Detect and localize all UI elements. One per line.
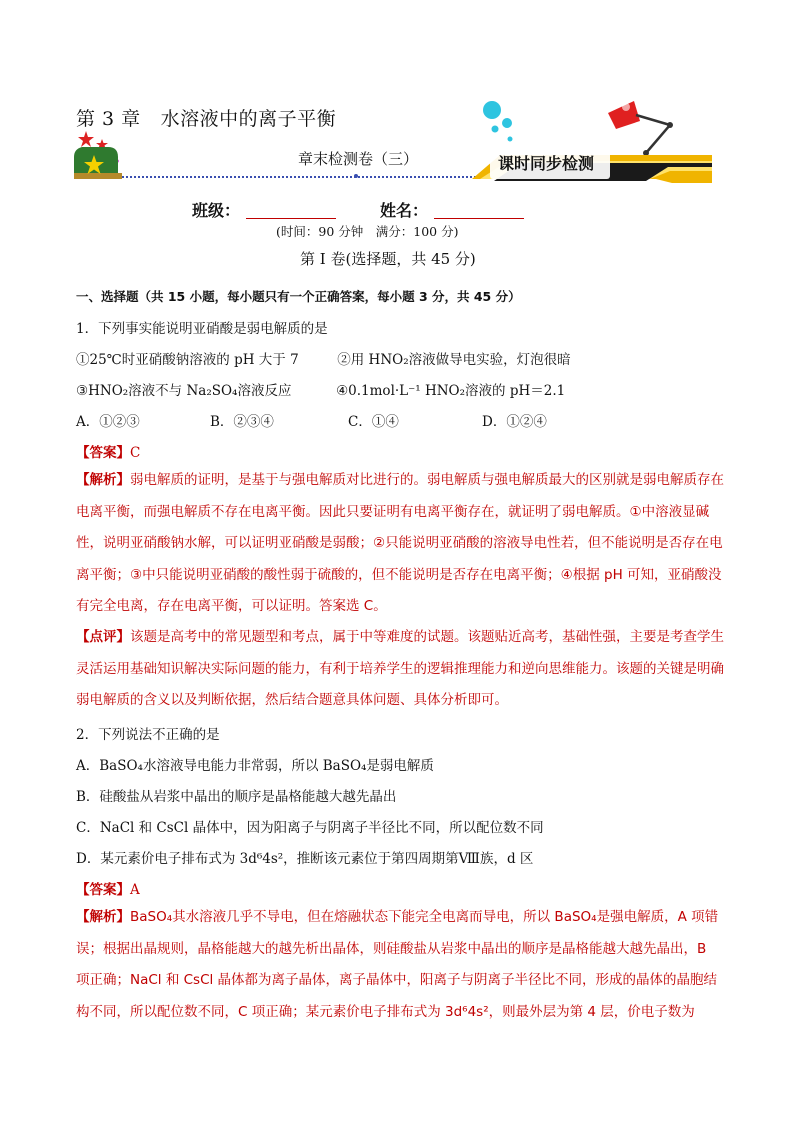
q2-option-c[interactable]: C．NaCl 和 CsCl 晶体中，因为阳离子与阴离子半径比不同，所以配位数不同: [76, 820, 544, 836]
student-fields: [192, 198, 568, 221]
star-icon: [78, 131, 94, 147]
q1-statement-4: ④0.1mol·L⁻¹ HNO₂溶液的 pH＝2.1: [336, 383, 566, 399]
analysis-tag: 【解析】: [76, 472, 130, 488]
q2-option-d[interactable]: D．某元素价电子排布式为 3d⁶4s²，推断该元素位于第四周期第Ⅷ族，d 区: [76, 851, 534, 867]
q1-statement-3: ③HNO₂溶液不与 Na₂SO₄溶液反应: [76, 383, 292, 399]
name-field[interactable]: [434, 204, 524, 219]
q1-option-a[interactable]: A．①②③: [76, 414, 140, 430]
q1-analysis-text: 弱电解质的证明，是基于与强电解质对比进行的。弱电解质与强电解质最大的区别就是弱电解质存在电离平衡，而强电解质不存在电离平衡。因此只要证明有电离平衡存在，就证明了弱电解质。①中溶液显碱性，说明亚硝酸钠水解，可以证明亚硝酸是弱酸；②只能说明亚硝酸的溶液导电性若，但不能说明是否存在电离平衡；③中只能说明亚硝酸的酸性弱于硫酸的，但不能说明是否存在电离平衡；④根据 pH 可知，亚硝酸没有完全电离，存在电离平衡，可以证明。答案选 C。: [76, 472, 724, 614]
q1-statement-1: ①25℃时亚硝酸钠溶液的 pH 大于 7: [76, 352, 299, 368]
q1-answer: [76, 441, 140, 461]
chapter-title: [76, 104, 336, 131]
q1-option-b[interactable]: B．②③④: [210, 414, 274, 430]
q2-option-a[interactable]: A．BaSO₄水溶液导电能力非常弱，所以 BaSO₄是弱电解质: [76, 758, 434, 774]
q1-option-d[interactable]: D．①②④: [482, 414, 547, 430]
q1-statements-row1: [76, 348, 571, 368]
class-field[interactable]: [246, 204, 336, 219]
bubble-icon: [483, 101, 501, 119]
name-label: 姓名：: [380, 201, 429, 220]
q1-statement-2: ②用 HNO₂溶液做导电实验，灯泡很暗: [337, 352, 571, 368]
q1-statements-row2: [76, 379, 565, 399]
chapter-number: 第 3 章: [76, 108, 141, 130]
time-info: (时间：90 分钟 满分：100 分): [276, 224, 459, 239]
q1-comment-text: 该题是高考中的常见题型和考点，属于中等难度的试题。该题贴近高考，基础性强，主要是考查学生灵活运用基础知识解决实际问题的能力，有利于培养学生的逻辑推理能力和逆向思维能力。该题的关键是明确弱电解质的含义以及判断依据，然后结合题意具体问题、具体分析即可。: [76, 629, 724, 708]
answer-tag: 【答案】: [76, 445, 130, 461]
q2-stem: 2．下列说法不正确的是: [76, 727, 220, 743]
q1-comment: [76, 622, 724, 717]
chapter-name: 水溶液中的离子平衡: [160, 108, 337, 130]
q1-analysis: [76, 465, 724, 623]
q2-answer-value: A: [130, 882, 140, 898]
q1-option-c[interactable]: C．①④: [348, 414, 399, 430]
exam-subtitle: 章末检测卷（三）: [298, 150, 419, 168]
q1-options: [76, 410, 547, 430]
comment-tag: 【点评】: [76, 629, 130, 645]
lamp-icon: [608, 101, 673, 156]
q1-answer-value: C: [130, 445, 141, 461]
volume-title: 第 I 卷(选择题，共 45 分): [300, 250, 476, 268]
answer-tag: 【答案】: [76, 882, 130, 898]
q2-answer: [76, 878, 140, 898]
q2-option-b[interactable]: B．硅酸盐从岩浆中晶出的顺序是晶格能越大越先晶出: [76, 789, 397, 805]
q2-analysis-text: BaSO₄其水溶液几乎不导电，但在熔融状态下能完全电离而导电，所以 BaSO₄是强电解质，A 项错误；根据出晶规则，晶格能越大的越先析出晶体，则硅酸盐从岩浆中晶出的顺序是晶格能越大越先晶出，B 项正确；NaCl 和 CsCl 晶体都为离子晶体，离子晶体中，阳离子与阴离子半径比不同，形成的晶体的晶胞结构不同，所以配位数不同，C 项正确；某元素价电子排布式为 3d⁶4s²，则最外层为第 4 层，价电子数为: [76, 909, 719, 1020]
analysis-tag: 【解析】: [76, 909, 130, 925]
q2-analysis: [76, 902, 724, 1028]
q1-stem: 1．下列事实能说明亚硝酸是弱电解质的是: [76, 321, 328, 337]
section-heading: 一、选择题（共 15 小题，每小题只有一个正确答案，每小题 3 分，共 45 分）: [76, 289, 521, 304]
class-label: 班级：: [192, 201, 241, 220]
course-badge: 课时同步检测: [498, 154, 595, 173]
